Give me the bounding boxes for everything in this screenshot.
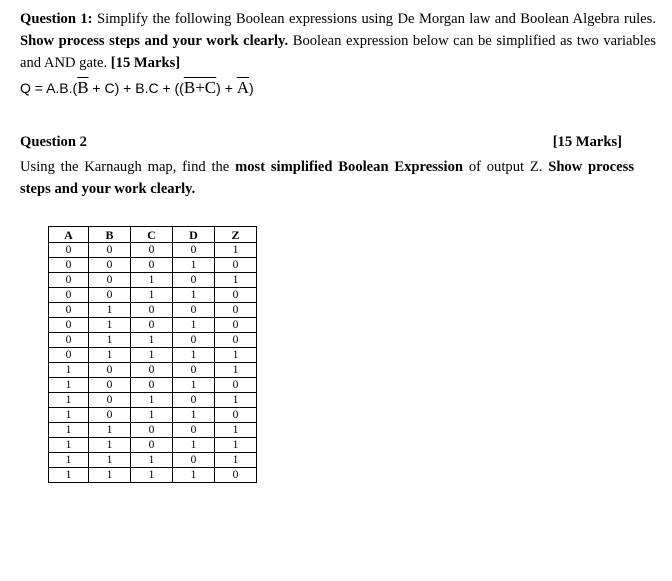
table-cell: 0 xyxy=(215,258,257,273)
question-2-process: Show process steps and your work clearly. xyxy=(20,159,634,197)
table-cell: 1 xyxy=(173,318,215,333)
table-cell: 1 xyxy=(89,453,131,468)
table-row xyxy=(49,468,257,483)
table-cell: 1 xyxy=(49,378,89,393)
table-cell: 1 xyxy=(89,303,131,318)
table-row xyxy=(49,453,257,468)
table-cell: 0 xyxy=(131,363,173,378)
table-row xyxy=(49,273,257,288)
header-b: B xyxy=(89,227,131,243)
table-cell: 0 xyxy=(173,273,215,288)
table-cell: 0 xyxy=(131,438,173,453)
header-z: Z xyxy=(215,227,257,243)
table-cell: 0 xyxy=(173,423,215,438)
question-2-instruction: Using the Karnaugh map, find the xyxy=(20,159,230,175)
table-row xyxy=(49,288,257,303)
table-cell: 1 xyxy=(131,333,173,348)
table-cell: 0 xyxy=(49,318,89,333)
table-cell: 0 xyxy=(49,258,89,273)
table-row xyxy=(49,438,257,453)
table-row xyxy=(49,318,257,333)
question-2-detail: of output Z. xyxy=(468,159,543,175)
header-a: A xyxy=(49,227,89,243)
table-cell: 1 xyxy=(89,468,131,483)
expr-b-bar: $\overline{B}$ xyxy=(77,78,89,97)
expr-c-bar: C xyxy=(204,78,217,97)
table-cell: 1 xyxy=(49,453,89,468)
table-row xyxy=(49,378,257,393)
table-cell: 0 xyxy=(131,318,173,333)
table-cell: 1 xyxy=(89,348,131,363)
expr-part-3: ) + xyxy=(216,80,237,96)
expr-close: ) xyxy=(249,80,254,96)
table-cell: 1 xyxy=(131,468,173,483)
question-2-emphasis: most simplified Boolean Expression xyxy=(235,159,464,175)
question-2-text xyxy=(20,156,634,200)
table-row xyxy=(49,243,257,258)
question-1-marks: [15 Marks] xyxy=(110,55,181,71)
expr-plus: + xyxy=(195,78,205,97)
table-cell: 0 xyxy=(89,243,131,258)
table-cell: 1 xyxy=(173,288,215,303)
table-cell: 1 xyxy=(173,408,215,423)
table-row xyxy=(49,393,257,408)
expr-part-1: Q = A.B.( xyxy=(20,80,78,96)
table-cell: 0 xyxy=(131,423,173,438)
question-1-label: Question 1: xyxy=(20,11,93,27)
question-2-marks: [15 Marks] xyxy=(552,134,622,150)
table-cell: 1 xyxy=(131,288,173,303)
table-cell: 0 xyxy=(89,408,131,423)
table-cell: 1 xyxy=(215,348,257,363)
table-cell: 0 xyxy=(215,333,257,348)
table-cell: 1 xyxy=(215,453,257,468)
table-cell: 0 xyxy=(49,288,89,303)
table-cell: 0 xyxy=(89,363,131,378)
table-row xyxy=(49,363,257,378)
table-row xyxy=(49,423,257,438)
table-row xyxy=(49,258,257,273)
table-cell: 0 xyxy=(49,243,89,258)
question-1-instruction: Simplify the following Boolean expressions using De Morgan law and Boolean Algebra rules. xyxy=(96,11,656,27)
table-cell: 1 xyxy=(131,273,173,288)
table-cell: 0 xyxy=(89,273,131,288)
expr-complement-group xyxy=(184,78,216,97)
header-c: C xyxy=(131,227,173,243)
table-cell: 1 xyxy=(89,423,131,438)
boolean-expression xyxy=(20,78,254,98)
table-cell: 0 xyxy=(49,303,89,318)
table-cell: 1 xyxy=(89,333,131,348)
expr-b-bar-2: B xyxy=(183,78,196,97)
table-cell: 0 xyxy=(89,288,131,303)
question-1-emphasis: Show process steps and your work clearly. xyxy=(20,33,289,49)
table-cell: 1 xyxy=(215,423,257,438)
table-cell: 1 xyxy=(173,438,215,453)
table-cell: 0 xyxy=(173,333,215,348)
table-cell: 0 xyxy=(173,393,215,408)
table-cell: 1 xyxy=(49,438,89,453)
table-cell: 0 xyxy=(173,303,215,318)
table-cell: 1 xyxy=(89,438,131,453)
table-cell: 0 xyxy=(215,288,257,303)
table-cell: 1 xyxy=(131,348,173,363)
table-cell: 0 xyxy=(89,393,131,408)
truth-table-header xyxy=(49,227,257,243)
table-cell: 1 xyxy=(49,408,89,423)
table-cell: 1 xyxy=(173,468,215,483)
table-cell: 0 xyxy=(173,363,215,378)
table-cell: 1 xyxy=(49,468,89,483)
table-cell: 0 xyxy=(173,453,215,468)
table-row xyxy=(49,333,257,348)
question-2-header xyxy=(20,132,622,152)
table-cell: 1 xyxy=(131,408,173,423)
table-cell: 1 xyxy=(173,258,215,273)
table-cell: 1 xyxy=(131,453,173,468)
table-cell: 1 xyxy=(173,378,215,393)
table-cell: 0 xyxy=(89,258,131,273)
question-1-text xyxy=(20,8,656,74)
table-cell: 0 xyxy=(89,378,131,393)
expr-part-2: + C) + B.C + (( xyxy=(88,80,184,96)
table-cell: 0 xyxy=(173,243,215,258)
table-cell: 1 xyxy=(131,393,173,408)
header-d: D xyxy=(173,227,215,243)
truth-table-body xyxy=(49,243,257,483)
table-cell: 1 xyxy=(215,273,257,288)
truth-table xyxy=(48,226,257,483)
table-cell: 0 xyxy=(215,378,257,393)
table-row xyxy=(49,408,257,423)
table-cell: 0 xyxy=(49,273,89,288)
table-cell: 1 xyxy=(215,243,257,258)
table-cell: 1 xyxy=(215,438,257,453)
table-cell: 0 xyxy=(215,303,257,318)
table-cell: 1 xyxy=(173,348,215,363)
table-cell: 0 xyxy=(49,348,89,363)
table-cell: 1 xyxy=(215,363,257,378)
table-cell: 0 xyxy=(215,468,257,483)
table-cell: 1 xyxy=(49,393,89,408)
table-cell: 0 xyxy=(215,408,257,423)
table-cell: 1 xyxy=(49,363,89,378)
question-1-detail: Boolean expression below can be simplified as two variables and AND gate. xyxy=(20,33,656,71)
table-cell: 1 xyxy=(89,318,131,333)
table-cell: 1 xyxy=(49,423,89,438)
table-cell: 0 xyxy=(131,303,173,318)
table-cell: 0 xyxy=(215,318,257,333)
table-cell: 0 xyxy=(131,243,173,258)
table-row xyxy=(49,303,257,318)
table-cell: 0 xyxy=(49,333,89,348)
table-row xyxy=(49,348,257,363)
table-cell: 1 xyxy=(215,393,257,408)
expr-a-bar: $\overline{A}$ xyxy=(236,78,250,97)
question-2-label: Question 2 xyxy=(20,134,87,150)
table-cell: 0 xyxy=(131,378,173,393)
table-cell: 0 xyxy=(131,258,173,273)
